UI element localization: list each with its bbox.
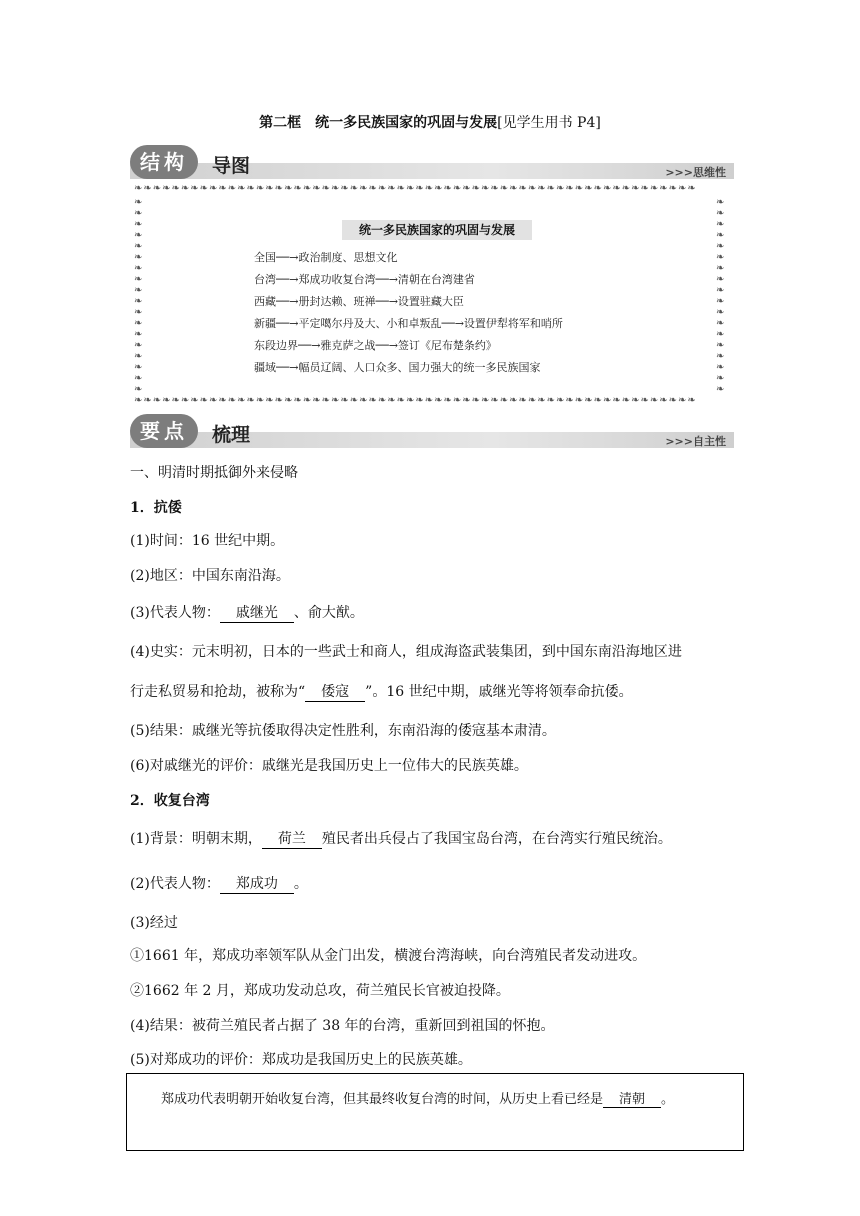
text: ”。16 世纪中期，戚继光等将领奉命抗倭。 <box>365 684 633 700</box>
answer-blank: 郑成功 <box>220 873 294 894</box>
paragraph-with-blank <box>130 828 672 849</box>
answer-blank: 倭寇 <box>305 681 365 702</box>
paragraph: (3)经过 <box>130 915 178 931</box>
paragraph: (1)时间：16 世纪中期。 <box>130 533 285 549</box>
answer-blank: 戚继光 <box>220 602 294 623</box>
paragraph: (6)对戚继光的评价：戚继光是我国历史上一位伟大的民族英雄。 <box>130 758 528 774</box>
banner-word: 梳理 <box>212 424 251 446</box>
paragraph: ①1661 年，郑成功率领军队从金门出发，横渡台湾海峡，向台湾殖民者发动进攻。 <box>130 948 647 964</box>
paragraph: ②1662 年 2 月，郑成功发动总攻，荷兰殖民长官被迫投降。 <box>130 983 510 999</box>
text: 。 <box>661 1092 675 1107</box>
text: 行走私贸易和抢劫，被称为“ <box>130 684 306 700</box>
banner-word: 导图 <box>212 155 251 177</box>
map-line: 疆域──→幅员辽阔、人口众多、国力强大的统一多民族国家 <box>254 361 541 374</box>
paragraph: (5)对郑成功的评价：郑成功是我国历史上的民族英雄。 <box>130 1052 472 1068</box>
map-line: 新疆──→平定噶尔丹及大、小和卓叛乱──→设置伊犁将军和哨所 <box>254 317 563 330</box>
section-title-ref: [见学生用书 P4] <box>497 115 601 131</box>
subheading-taiwan: 2．收复台湾 <box>130 793 210 809</box>
map-line: 全国──→政治制度、思想文化 <box>254 251 398 264</box>
map-title: 统一多民族国家的巩固与发展 <box>342 220 532 240</box>
paragraph-with-blank <box>130 602 364 623</box>
banner-tag: >>>自主性 <box>665 435 726 448</box>
decorative-border-bottom: ❧❧❧❧❧❧❧❧❧❧❧❧❧❧❧❧❧❧❧❧❧❧❧❧❧❧❧❧❧❧❧❧❧❧❧❧❧❧❧❧❧❧❧❧❧❧❧❧❧❧❧❧❧❧❧❧❧❧❧❧ <box>134 395 697 406</box>
decorative-border-left: ❧❧❧❧❧❧❧❧❧❧❧❧❧❧❧❧❧❧ <box>134 197 143 393</box>
decorative-border-right: ❧❧❧❧❧❧❧❧❧❧❧❧❧❧❧❧❧❧ <box>716 197 725 393</box>
text: 殖民者出兵侵占了我国宝岛台湾，在台湾实行殖民统治。 <box>321 831 672 847</box>
text: (2)代表人物： <box>130 876 220 892</box>
subheading-anti-pirate: 1．抗倭 <box>130 500 182 516</box>
text: 。 <box>293 876 308 892</box>
note-box <box>126 1073 744 1151</box>
text: (3)代表人物： <box>130 605 220 621</box>
decorative-border-top: ❧❧❧❧❧❧❧❧❧❧❧❧❧❧❧❧❧❧❧❧❧❧❧❧❧❧❧❧❧❧❧❧❧❧❧❧❧❧❧❧❧❧❧❧❧❧❧❧❧❧❧❧❧❧❧❧❧❧❧❧ <box>134 183 697 194</box>
banner-pill: 结构 <box>130 145 198 179</box>
section-heading: 一、明清时期抵御外来侵略 <box>130 465 298 481</box>
paragraph-with-blank <box>130 873 308 894</box>
section-title-main: 第二框 统一多民族国家的巩固与发展 <box>259 115 498 131</box>
section-title <box>0 112 860 132</box>
map-line: 台湾──→郑成功收复台湾──→清朝在台湾建省 <box>254 273 475 286</box>
paragraph: (2)地区：中国东南沿海。 <box>130 568 290 584</box>
text: 、俞大猷。 <box>293 605 364 621</box>
banner-structure-map <box>130 145 734 187</box>
answer-blank: 清朝 <box>603 1088 661 1108</box>
banner-pill: 要点 <box>130 414 198 448</box>
answer-blank: 荷兰 <box>262 828 322 849</box>
banner-key-points <box>130 414 734 456</box>
paragraph: (4)结果：被荷兰殖民者占据了 38 年的台湾，重新回到祖国的怀抱。 <box>130 1018 555 1034</box>
note-text <box>161 1088 674 1108</box>
map-line: 西藏──→册封达赖、班禅──→设置驻藏大臣 <box>254 295 464 308</box>
paragraph-with-blank <box>130 681 633 702</box>
paragraph: (4)史实：元末明初，日本的一些武士和商人，组成海盗武装集团，到中国东南沿海地区进 <box>130 644 682 660</box>
paragraph: (5)结果：戚继光等抗倭取得决定性胜利，东南沿海的倭寇基本肃清。 <box>130 723 556 739</box>
map-line: 东段边界──→雅克萨之战──→签订《尼布楚条约》 <box>254 339 497 352</box>
structure-map-box <box>134 183 728 407</box>
text: (1)背景：明朝末期， <box>130 831 262 847</box>
banner-tag: >>>思维性 <box>665 166 726 179</box>
text: 郑成功代表明朝开始收复台湾，但其最终收复台湾的时间，从历史上看已经是 <box>161 1092 604 1107</box>
